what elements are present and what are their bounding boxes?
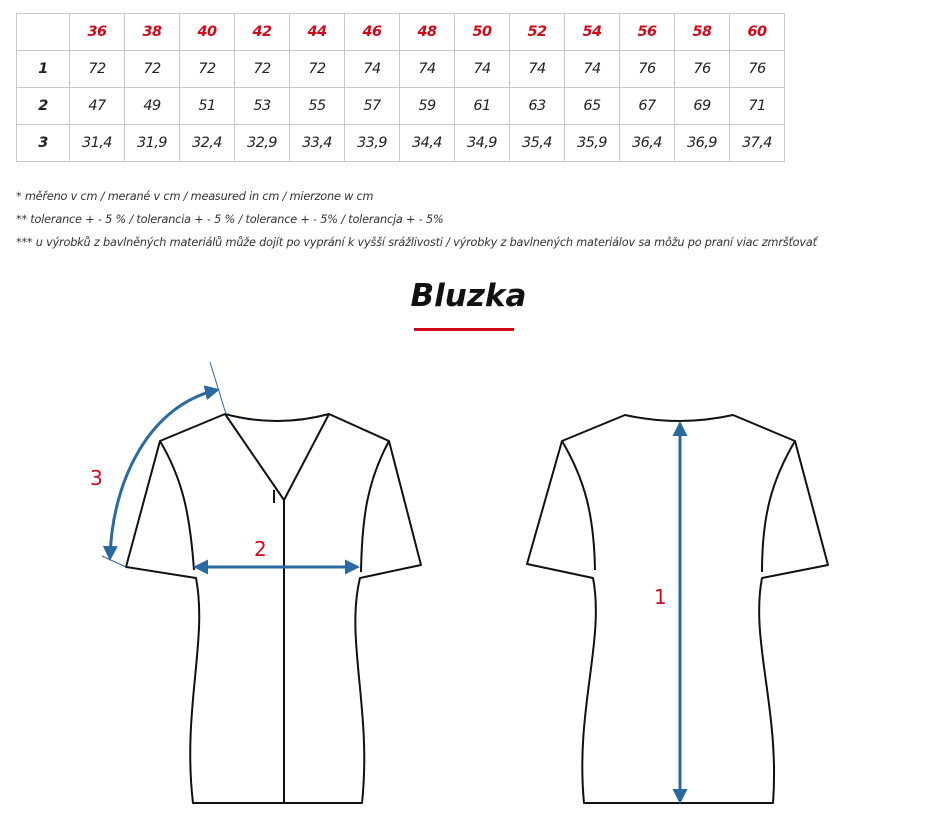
blouse-back-outline xyxy=(527,415,828,803)
table-cell: 36,9 xyxy=(675,125,730,162)
table-cell: 59 xyxy=(400,88,455,125)
size-header-cell: 40 xyxy=(180,14,235,51)
table-cell: 71 xyxy=(730,88,785,125)
size-header-cell: 42 xyxy=(235,14,290,51)
table-cell: 65 xyxy=(565,88,620,125)
label-back-length: 1 xyxy=(654,585,667,609)
size-header-cell: 58 xyxy=(675,14,730,51)
table-cell: 67 xyxy=(620,88,675,125)
table-cell: 76 xyxy=(620,51,675,88)
note-line: ** tolerance + - 5 % / tolerancia + - 5 % / tolerance + - 5% / tolerancja + - 5% xyxy=(16,213,444,226)
table-cell: 32,9 xyxy=(235,125,290,162)
table-cell: 61 xyxy=(455,88,510,125)
table-cell: 74 xyxy=(400,51,455,88)
blouse-front-outline xyxy=(126,414,421,803)
table-cell: 35,9 xyxy=(565,125,620,162)
table-cell: 72 xyxy=(235,51,290,88)
row-label: 1 xyxy=(17,51,70,88)
size-header-cell: 54 xyxy=(565,14,620,51)
table-cell: 57 xyxy=(345,88,400,125)
table-cell: 51 xyxy=(180,88,235,125)
table-cell: 76 xyxy=(730,51,785,88)
size-header-cell: 36 xyxy=(70,14,125,51)
table-cell: 74 xyxy=(455,51,510,88)
table-cell: 74 xyxy=(345,51,400,88)
table-cell: 74 xyxy=(510,51,565,88)
table-cell: 72 xyxy=(180,51,235,88)
row-label: 2 xyxy=(17,88,70,125)
table-cell: 31,4 xyxy=(70,125,125,162)
size-header-cell: 46 xyxy=(345,14,400,51)
size-header-cell: 60 xyxy=(730,14,785,51)
table-cell: 49 xyxy=(125,88,180,125)
table-cell: 72 xyxy=(290,51,345,88)
table-cell: 33,9 xyxy=(345,125,400,162)
size-header-cell: 50 xyxy=(455,14,510,51)
table-cell: 53 xyxy=(235,88,290,125)
table-cell: 33,4 xyxy=(290,125,345,162)
size-header-cell: 56 xyxy=(620,14,675,51)
sleeve-length-measure xyxy=(102,362,226,567)
garment-title: Bluzka xyxy=(410,278,527,314)
table-cell: 69 xyxy=(675,88,730,125)
table-cell: 34,9 xyxy=(455,125,510,162)
label-front-width: 2 xyxy=(254,537,267,561)
note-line: *** u výrobků z bavlněných materiálů může dojít po vyprání k vyšší srážlivosti / výrobky z bavlnených materiálov sa môžu po praní viac zmršťovať xyxy=(16,236,817,249)
size-header-cell: 44 xyxy=(290,14,345,51)
label-sleeve-length: 3 xyxy=(90,466,103,490)
table-cell: 63 xyxy=(510,88,565,125)
table-cell: 76 xyxy=(675,51,730,88)
table-cell: 72 xyxy=(125,51,180,88)
size-header-cell: 38 xyxy=(125,14,180,51)
table-cell: 37,4 xyxy=(730,125,785,162)
row-label: 3 xyxy=(17,125,70,162)
size-header-cell: 52 xyxy=(510,14,565,51)
table-cell: 74 xyxy=(565,51,620,88)
table-cell: 36,4 xyxy=(620,125,675,162)
table-cell: 47 xyxy=(70,88,125,125)
size-header-cell: 48 xyxy=(400,14,455,51)
table-cell: 55 xyxy=(290,88,345,125)
table-cell: 32,4 xyxy=(180,125,235,162)
table-cell: 34,4 xyxy=(400,125,455,162)
table-cell: 72 xyxy=(70,51,125,88)
table-cell: 31,9 xyxy=(125,125,180,162)
note-line: * měřeno v cm / merané v cm / measured in cm / mierzone w cm xyxy=(16,190,374,203)
table-cell: 35,4 xyxy=(510,125,565,162)
